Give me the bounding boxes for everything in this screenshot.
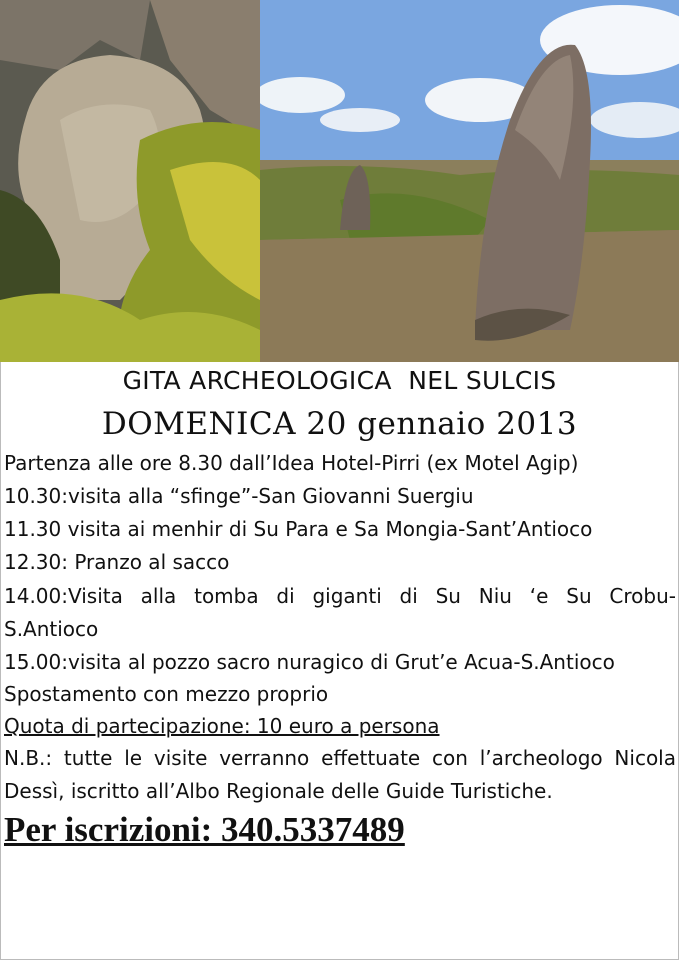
menhir-field-illustration: [260, 0, 679, 362]
program-line: Partenza alle ore 8.30 dall’Idea Hotel-Pirri (ex Motel Agip): [4, 451, 579, 475]
program-line: 12.30: Pranzo al sacco: [4, 550, 230, 574]
program-line: 15.00:visita al pozzo sacro nuragico di Grut’e Acua-S.Antioco: [4, 650, 615, 674]
contact-phone: Per iscrizioni: 340.5337489: [4, 810, 405, 849]
fee-line: Quota di partecipazione: 10 euro a persona: [4, 714, 440, 738]
trip-date: DOMENICA 20 gennaio 2013: [101, 406, 578, 442]
sphinx-rock-photo: [0, 0, 260, 362]
photo-banner: [0, 0, 679, 362]
program-line: 11.30 visita ai menhir di Su Para e Sa Mongia-Sant’Antioco: [4, 517, 593, 541]
trip-title: GITA ARCHEOLOGICA NEL SULCIS: [122, 366, 557, 395]
program-line: 14.00:Visita alla tomba di giganti di Su Niu ‘e Su Crobu-: [4, 584, 676, 608]
menhir-field-photo: [260, 0, 679, 362]
note-line: N.B.: tutte le visite verranno effettuate con l’archeologo Nicola: [4, 746, 676, 770]
program-line: S.Antioco: [4, 617, 99, 641]
sphinx-rock-illustration: [0, 0, 260, 362]
program-line: Spostamento con mezzo proprio: [4, 682, 329, 706]
note-line: Dessì, iscritto all’Albo Regionale delle Guide Turistiche.: [4, 779, 553, 803]
program-line: 10.30:visita alla “sfinge”-San Giovanni Suergiu: [4, 484, 474, 508]
